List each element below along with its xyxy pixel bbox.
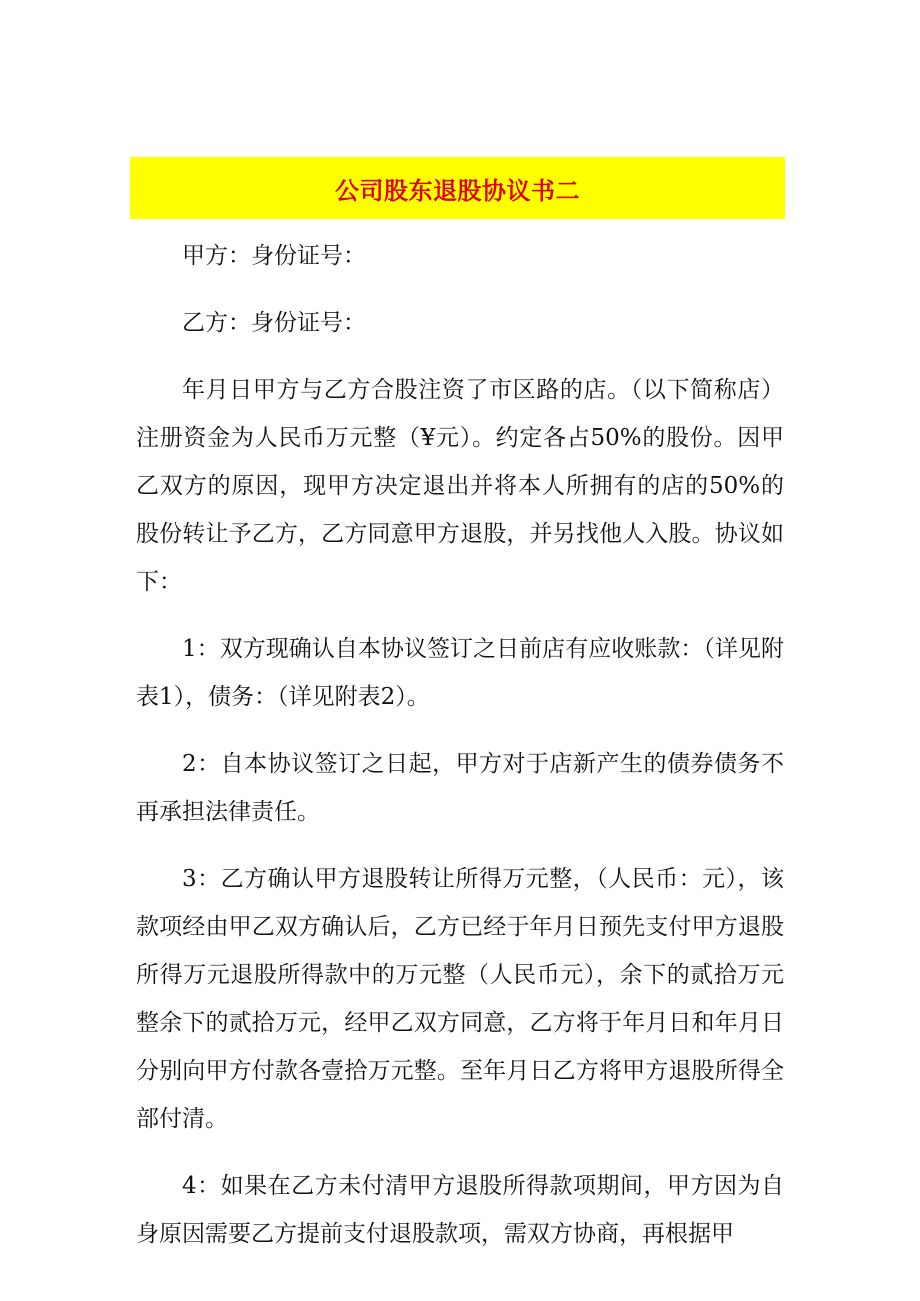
document-body: [136, 232, 784, 1277]
clause-2: 2：自本协议签订之日起，甲方对于店新产生的债券债务不再承担法律责任。: [136, 751, 784, 825]
document-title: 公司股东退股协议书二: [335, 176, 580, 205]
party-b-line: 乙方：身份证号：: [182, 310, 366, 336]
intro-paragraph: 年月日甲方与乙方合股注资了市区路的店。（以下简称店）注册资金为人民币万元整（¥元）。约定各占50%的股份。因甲乙双方的原因，现甲方决定退出并将本人所拥有的店的50%的股份转让予乙方，乙方同意甲方退股，并另找他人入股。协议如下：: [136, 377, 784, 595]
title-band: [130, 157, 785, 219]
clause-3: 3：乙方确认甲方退股转让所得万元整，（人民币：元），该款项经由甲乙双方确认后，乙方已经于年月日预先支付甲方退股所得万元退股所得款中的万元整（人民币元），余下的贰拾万元整余下的贰拾万元，经甲乙双方同意，乙方将于年月日和年月日分别向甲方付款各壹拾万元整。至年月日乙方将甲方退股所得全部付清。: [136, 866, 784, 1132]
clause-4: 4：如果在乙方未付清甲方退股所得款项期间，甲方因为自身原因需要乙方提前支付退股款项，需双方协商，再根据甲: [136, 1173, 784, 1247]
clause-1: 1：双方现确认自本协议签订之日前店有应收账款：（详见附表1），债务：（详见附表2）。: [136, 636, 784, 710]
party-a-line: 甲方：身份证号：: [182, 243, 366, 269]
